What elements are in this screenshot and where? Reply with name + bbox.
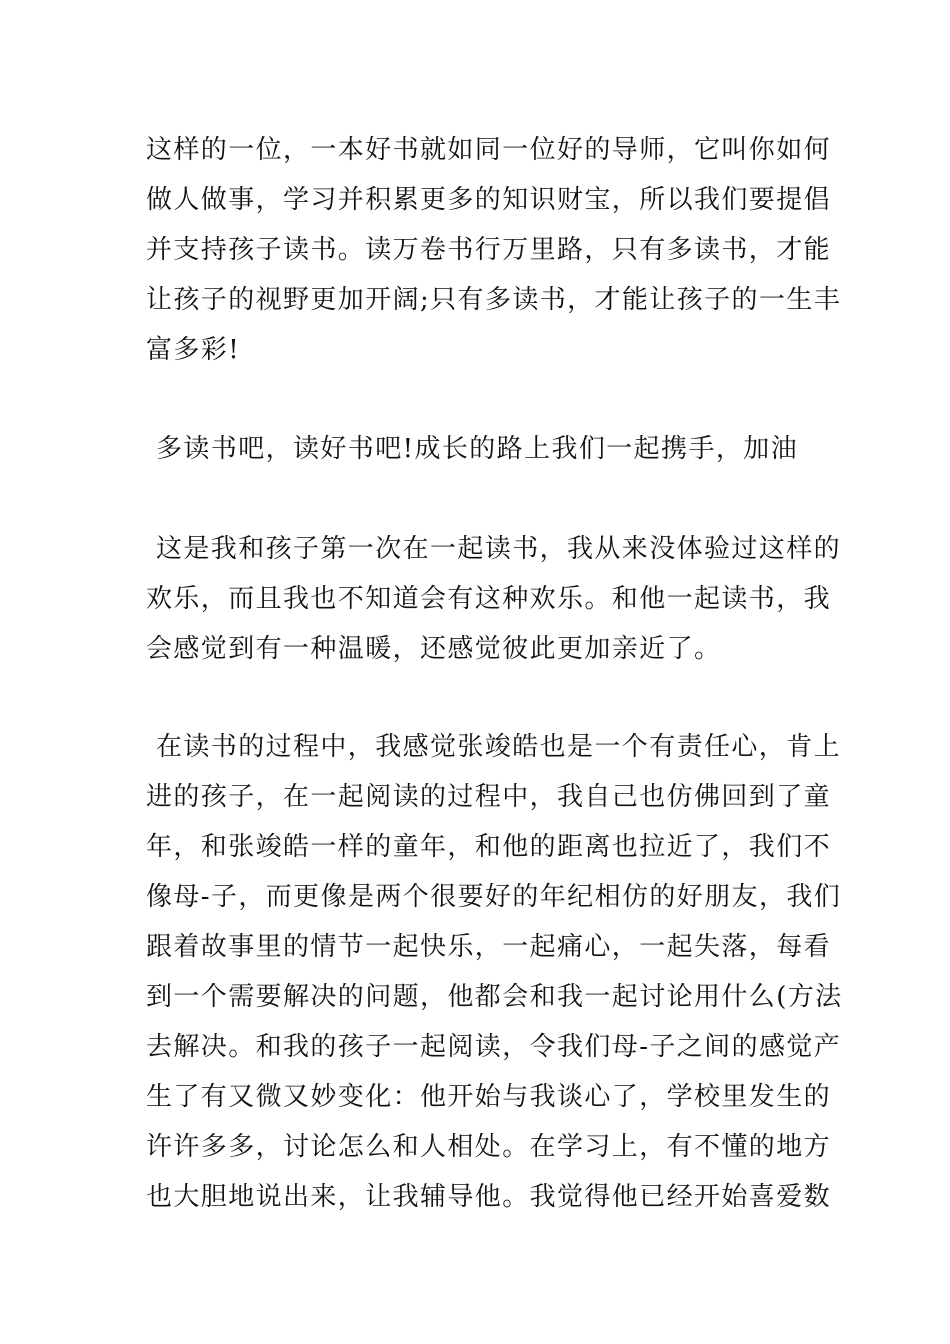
- text-line: 会感觉到有一种温暖，还感觉彼此更加亲近了。: [146, 634, 722, 664]
- text-line: 在读书的过程中，我感觉张竣皓也是一个有责任心，肯上: [156, 732, 842, 762]
- text-line: 去解决。和我的孩子一起阅读，令我们母-子之间的感觉产: [146, 1032, 842, 1062]
- text-line: 进的孩子，在一起阅读的过程中，我自己也仿佛回到了童: [146, 782, 832, 812]
- text-line: 像母-子，而更像是两个很要好的年纪相仿的好朋友，我们: [146, 882, 842, 912]
- text-line: 让孩子的视野更加开阔;只有多读书，才能让孩子的一生丰: [146, 285, 842, 315]
- text-line: 生了有又微又妙变化：他开始与我谈心了，学校里发生的: [146, 1082, 832, 1112]
- text-line: 欢乐，而且我也不知道会有这种欢乐。和他一起读书，我: [146, 584, 832, 614]
- text-line: 许许多多，讨论怎么和人相处。在学习上，有不懂的地方: [146, 1132, 832, 1162]
- text-line: 这是我和孩子第一次在一起读书，我从来没体验过这样的: [156, 534, 842, 564]
- text-line: 这样的一位，一本好书就如同一位好的导师，它叫你如何: [146, 135, 832, 165]
- text-line: 年，和张竣皓一样的童年，和他的距离也拉近了，我们不: [146, 832, 832, 862]
- text-line: 做人做事，学习并积累更多的知识财宝，所以我们要提倡: [146, 185, 832, 215]
- text-line: 也大胆地说出来，让我辅导他。我觉得他已经开始喜爱数: [146, 1182, 832, 1212]
- text-line: 富多彩!: [146, 335, 241, 365]
- text-line: 多读书吧，读好书吧!成长的路上我们一起携手，加油: [156, 434, 799, 464]
- text-line: 跟着故事里的情节一起快乐，一起痛心，一起失落，每看: [146, 932, 832, 962]
- text-line: 到一个需要解决的问题，他都会和我一起讨论用什么(方法: [146, 982, 843, 1012]
- text-line: 并支持孩子读书。读万卷书行万里路，只有多读书，才能: [146, 235, 832, 265]
